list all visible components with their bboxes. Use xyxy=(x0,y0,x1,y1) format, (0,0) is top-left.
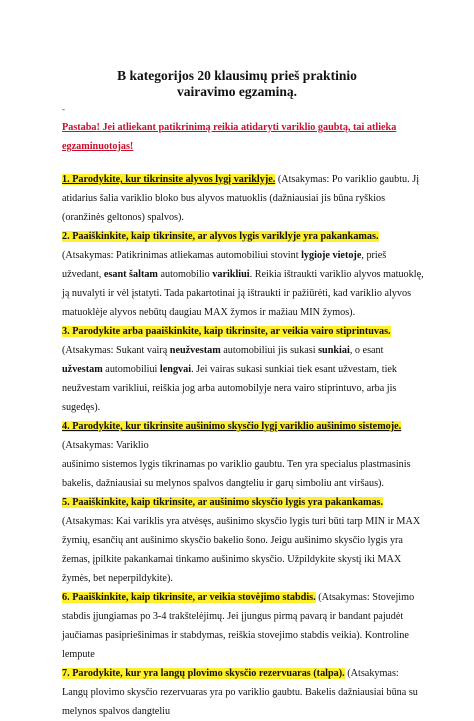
question-3-bold-4: lengvai xyxy=(159,364,192,375)
question-3-bold-3: užvestam xyxy=(62,364,103,375)
question-4-answer-part-1: (Atsakymas: Variklio xyxy=(62,440,149,451)
question-7-heading: 7. Parodykite, kur yra langų plovimo skysčio rezervuaras (talpa). xyxy=(62,668,345,679)
question-6-answer: (Atsakymas: Stovejimo stabdis įjungiamas po 3-4 trakštelėjimų. Jei įjungus pirmą pavarą ir bandant pajudėt jaučiamas pasipriešinimas ir stabdymas, reiškia stovejimo stabdis veikia). Kontroline lempute xyxy=(62,592,415,660)
question-4-answer-part-2: aušinimo sistemos lygis tikrinamas po variklio gaubtu. Ten yra specialus plastmasinis bakelis, dažniausiai su melynos spalvos dangteliu ir garų simboliu ant viršaus). xyxy=(62,459,411,489)
question-3-answer-part-5: . Jei vairas sukasi sunkiai tiek esant užvestam, tiek neužvestam varikliui, reiškia jog arba automobilyje nera vairo stiprintuvo, arba jis sugedęs). xyxy=(62,364,398,413)
question-2-heading: 2. Paaiškinkite, kaip tikrinsite, ar alyvos lygis variklyje yra pakankamas. xyxy=(62,231,379,242)
question-7 xyxy=(62,664,424,721)
question-3-bold-1: neužvestam xyxy=(169,345,221,356)
question-3-bold-2: sunkiai xyxy=(318,345,350,356)
question-3-answer-part-4: automobiliui xyxy=(102,364,160,375)
question-2-bold-3: varikliui xyxy=(212,269,250,280)
question-3-answer-part-1: (Atsakymas: Sukant vairą xyxy=(62,345,170,356)
question-1-heading: 1. Parodykite, kur tikrinsite alyvos lygį variklyje. xyxy=(62,174,276,185)
question-3-answer-part-3: , o esant xyxy=(349,345,384,356)
bullet-mark: - xyxy=(62,104,65,114)
question-3 xyxy=(62,322,424,417)
question-2-answer-part-2: , prieš užvedant, xyxy=(62,250,387,280)
question-4-heading: 4. Parodykite, kur tikrinsite aušinimo skysčio lygį variklio aušinimo sistemoje. xyxy=(62,421,402,432)
question-7-answer: (Atsakymas: Langų plovimo skysčio rezervuaras yra po variklio gaubtu. Bakelis dažniausiai būna su melynos spalvos dangteliu xyxy=(62,668,418,717)
question-6 xyxy=(62,588,424,664)
question-2-answer-part-1: (Atsakymas: Patikrinimas atliekamas automobiliui stovint xyxy=(62,250,302,261)
question-4 xyxy=(62,417,424,493)
question-3-answer-part-2: automobiliui jis sukasi xyxy=(220,345,319,356)
note-paragraph: Pastaba! Jei atliekant patikrinimą reikia atidaryti variklio gaubtą, tai atlieka egzaminuotojas! xyxy=(62,122,397,152)
page-title xyxy=(0,68,474,100)
title-line-1: B kategorijos 20 klausimų prieš praktinio xyxy=(117,68,357,83)
question-2-answer-part-3: automobilio xyxy=(157,269,213,280)
question-1 xyxy=(62,170,424,227)
question-2 xyxy=(62,227,424,322)
question-1-answer: (Atsakymas: Po variklio gaubtu. Jį atidarius šalia variklio bloko bus alyvos matuoklis (dažniausiai jis būna ryškios (oranžinės geltonos) spalvos). xyxy=(62,174,420,223)
question-6-heading: 6. Paaiškinkite, kaip tikrinsite, ar veikia stovėjimo stabdis. xyxy=(62,592,316,603)
question-5 xyxy=(62,493,424,588)
questions-list xyxy=(62,170,424,721)
question-2-bold-1: lygioje vietoje xyxy=(301,250,362,261)
question-3-heading: 3. Parodykite arba paaiškinkite, kaip tikrinsite, ar veikia vairo stiprintuvas. xyxy=(62,326,391,337)
question-2-answer-part-4: . Reikia ištraukti variklio alyvos matuoklę, ją nuvalyti ir vėl įstatyti. Tada pakartotinai ją ištraukti ir pažiūrėti, kad variklio alyvos matuoklėje alyvos nebūtų daugiau MAX žymos ir mažiau MIN žymos). xyxy=(62,269,424,318)
question-2-bold-2: esant šaltam xyxy=(103,269,158,280)
question-5-heading: 5. Paaiškinkite, kaip tikrinsite, ar aušinimo skysčio lygis yra pakankamas. xyxy=(62,497,384,508)
question-5-answer: (Atsakymas: Kai variklis yra atvėsęs, aušinimo skysčio lygis turi būti tarp MIN ir MAX žymių, esančių ant aušinimo skysčio bakelio šono. Jeigu aušinimo skysčio lygis yra žemas, įpilkite pakankamai tinkamo aušinimo skysčio. Užpildykite skystį iki MAX žymės, bet neperpildykite). xyxy=(62,516,421,584)
title-line-2: vairavimo egzaminą. xyxy=(177,84,297,99)
